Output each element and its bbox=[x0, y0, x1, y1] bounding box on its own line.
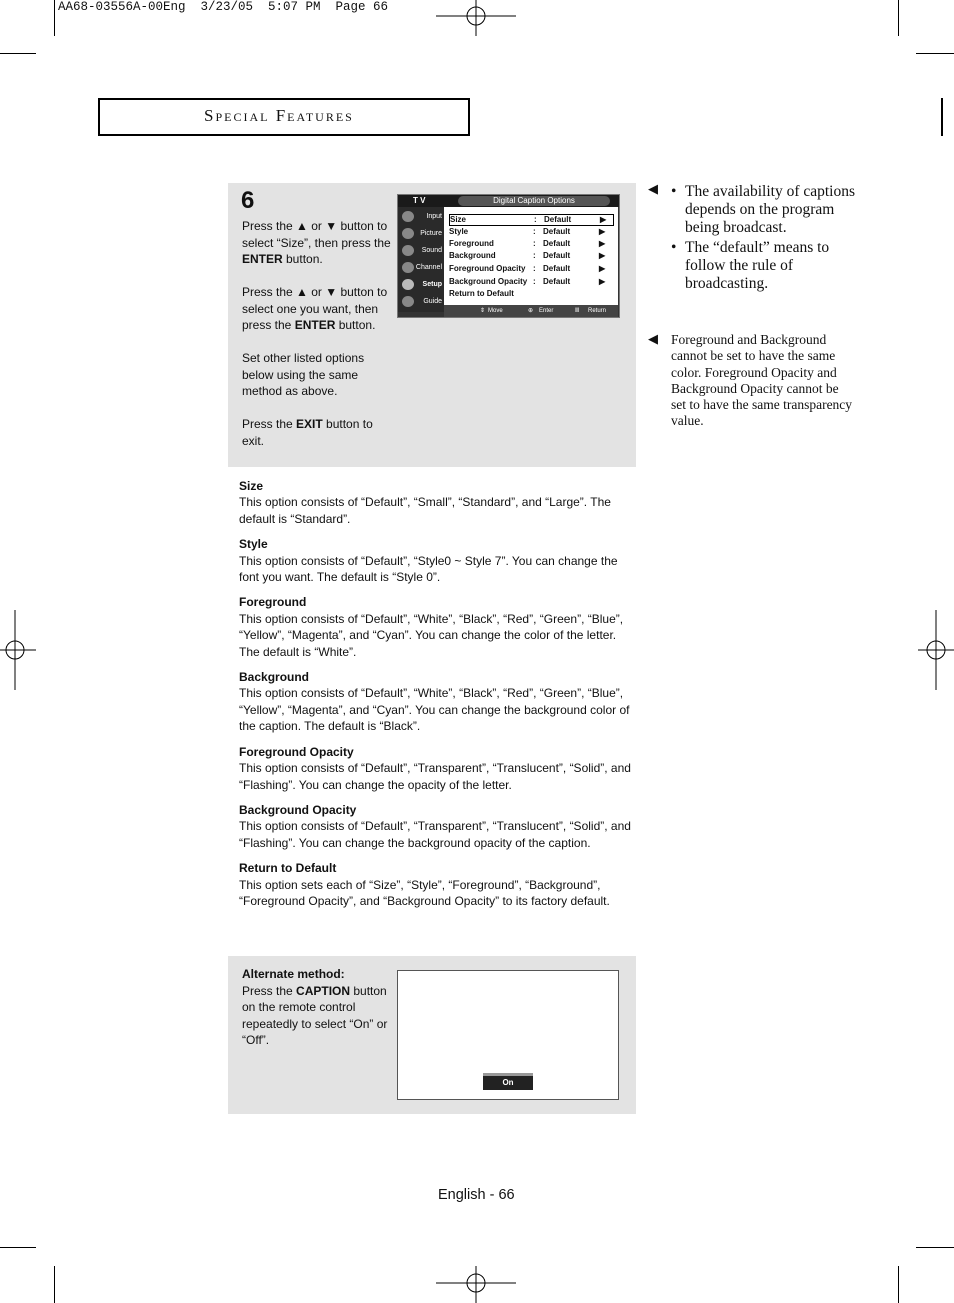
row-value: Default bbox=[543, 227, 571, 236]
row-value: Default bbox=[543, 251, 571, 260]
row-name: Style bbox=[449, 227, 469, 236]
caption-screen bbox=[397, 970, 619, 1100]
menu-row-return-to-default[interactable] bbox=[449, 288, 614, 300]
step-text: Press the ▲ or ▼ button to select “Size”, then press the bbox=[242, 219, 391, 250]
row-sep: : bbox=[533, 239, 536, 248]
sidebar-item-picture[interactable] bbox=[400, 226, 442, 241]
sound-icon bbox=[402, 245, 414, 256]
sidebar-item-label: Channel bbox=[415, 264, 442, 271]
crop-mark bbox=[0, 53, 36, 54]
alternate-heading: Alternate method: bbox=[242, 967, 345, 981]
enter-icon: ⊕ bbox=[528, 308, 534, 314]
move-icon: ⇕ bbox=[480, 308, 486, 314]
sidebar-item-label: Guide bbox=[423, 298, 442, 305]
options-descriptions bbox=[239, 478, 639, 909]
sidebar-item-guide[interactable] bbox=[400, 294, 442, 309]
option-heading: Size bbox=[239, 479, 264, 493]
enter-hint: Enter bbox=[539, 308, 554, 314]
tv-menu-footer bbox=[444, 305, 618, 317]
arrow-right-icon: ▶ bbox=[600, 215, 607, 224]
step-text: Press the bbox=[242, 417, 297, 431]
crop-mark bbox=[0, 1247, 36, 1248]
row-name: Return to Default bbox=[449, 289, 514, 298]
menu-row-style[interactable] bbox=[449, 226, 614, 238]
row-sep: : bbox=[533, 264, 536, 273]
move-hint: Move bbox=[488, 308, 503, 314]
option-heading: Style bbox=[239, 537, 268, 552]
row-sep: : bbox=[533, 277, 536, 286]
step-para-4 bbox=[242, 416, 392, 449]
step-number: 6 bbox=[241, 187, 255, 214]
sidebar-item-input[interactable] bbox=[400, 209, 442, 224]
sidebar-item-setup[interactable] bbox=[400, 277, 442, 292]
crop-mark bbox=[54, 0, 55, 36]
option-text: This option consists of “Default”, “Transparent”, “Translucent”, “Solid”, and “Flashing”. You can change the opacity of the letter. bbox=[239, 761, 631, 792]
row-name: Foreground Opacity bbox=[449, 264, 526, 273]
note-2: Foreground and Background cannot be set to have the same color. Foreground Opacity and Background Opacity cannot be set to have the same transparency value. bbox=[671, 332, 853, 429]
menu-row-background[interactable] bbox=[449, 250, 614, 262]
menu-row-background-opacity[interactable] bbox=[449, 276, 614, 288]
alternate-method bbox=[242, 966, 397, 1049]
section-title: Special Features bbox=[204, 106, 354, 125]
tv-label: T V bbox=[413, 196, 426, 205]
alt-text: Press the bbox=[242, 983, 297, 998]
return-hint: Return bbox=[588, 308, 607, 314]
row-sep: : bbox=[533, 227, 536, 236]
caption-key-label: CAPTION bbox=[296, 983, 351, 998]
tv-menu-options bbox=[444, 207, 618, 305]
registration-mark-left bbox=[0, 610, 36, 690]
guide-icon bbox=[402, 296, 414, 307]
note-bullet-2: The “default” means to follow the rule of broadcasting. bbox=[685, 239, 830, 292]
bullet-icon: • bbox=[671, 239, 677, 256]
page-footer: English - 66 bbox=[438, 1187, 515, 1203]
sidebar-item-label: Setup bbox=[422, 281, 442, 288]
picture-icon bbox=[402, 228, 414, 239]
exit-key-label: EXIT bbox=[296, 417, 323, 431]
option-heading: Background Opacity bbox=[239, 802, 357, 817]
row-value: Default bbox=[543, 239, 571, 248]
arrow-right-icon: ▶ bbox=[599, 264, 606, 273]
row-value: Default bbox=[543, 277, 571, 286]
sidebar-item-label: Sound bbox=[421, 247, 442, 254]
alt-text: button on the remote control repeatedly to select “On” or “Off”. bbox=[242, 983, 388, 1047]
option-text: This option sets each of “Size”, “Style”, “Foreground”, “Background”, “Foreground Opacity”, and “Background Opacity” to its factory default. bbox=[239, 877, 610, 908]
step-text: Press the ▲ or ▼ button to select one you want, then press the bbox=[242, 285, 388, 332]
note-pointer-icon: ◀ bbox=[648, 331, 658, 346]
registration-mark-top bbox=[436, 0, 516, 36]
step-text: button to exit. bbox=[242, 417, 373, 448]
arrow-right-icon: ▶ bbox=[599, 227, 606, 236]
return-icon: Ⅲ bbox=[575, 308, 580, 314]
side-mark bbox=[941, 98, 943, 136]
step-text: button. bbox=[282, 252, 323, 266]
crop-mark bbox=[54, 1266, 55, 1303]
note-bullet-1: The availability of captions depends on the program being broadcast. bbox=[685, 183, 856, 236]
sidebar-item-channel[interactable] bbox=[400, 260, 442, 275]
step-instructions bbox=[242, 218, 392, 466]
option-heading: Foreground bbox=[239, 595, 307, 610]
crop-mark bbox=[898, 0, 899, 36]
menu-row-foreground-opacity[interactable] bbox=[449, 263, 614, 275]
row-sep: : bbox=[533, 251, 536, 260]
note-pointer-icon: ◀ bbox=[648, 181, 658, 196]
step-para-3: Set other listed options below using the same method as above. bbox=[242, 351, 365, 398]
alternate-text bbox=[242, 983, 397, 1049]
option-text: This option consists of “Default”, “White”, “Black”, “Red”, “Green”, “Blue”, “Yellow”, “Magenta”, and “Cyan”. You can change the color of the letter. The default is “White”. bbox=[239, 611, 624, 659]
option-text: This option consists of “Default”, “Transparent”, “Translucent”, “Solid”, and “Flashing”. You can change the background opacity of the caption. bbox=[239, 819, 631, 850]
registration-mark-right bbox=[918, 610, 954, 690]
tv-menu-titlebar bbox=[398, 195, 619, 207]
menu-row-foreground[interactable] bbox=[449, 238, 614, 250]
crop-mark bbox=[898, 1266, 899, 1303]
setup-icon bbox=[402, 279, 414, 290]
option-text: This option consists of “Default”, “White”, “Black”, “Red”, “Green”, “Blue”, “Yellow”, “Magenta”, and “Cyan”. You can change the background color of the caption. The default is “Black”. bbox=[239, 686, 630, 734]
row-name: Foreground bbox=[449, 239, 494, 248]
arrow-right-icon: ▶ bbox=[599, 277, 606, 286]
option-heading: Foreground Opacity bbox=[239, 744, 354, 759]
sidebar-item-label: Input bbox=[426, 213, 442, 220]
step-para-2 bbox=[242, 284, 392, 334]
row-sep: : bbox=[534, 215, 537, 224]
option-heading: Return to Default bbox=[239, 861, 337, 876]
row-value: Default bbox=[544, 215, 572, 224]
channel-icon bbox=[402, 262, 414, 273]
row-value: Default bbox=[543, 264, 571, 273]
crop-mark bbox=[916, 53, 954, 54]
sidebar-item-label: Picture bbox=[420, 230, 442, 237]
registration-mark-bottom bbox=[436, 1266, 516, 1303]
enter-key-label: ENTER bbox=[242, 252, 283, 266]
option-heading: Background bbox=[239, 670, 310, 685]
tv-menu-screenshot bbox=[397, 194, 620, 318]
menu-row-size[interactable] bbox=[449, 214, 614, 226]
tv-menu-title: Digital Caption Options bbox=[458, 196, 610, 206]
bullet-icon: • bbox=[671, 183, 677, 200]
row-name: Background Opacity bbox=[449, 277, 528, 286]
step-text: button. bbox=[335, 318, 376, 332]
tv-menu-sidebar bbox=[398, 207, 444, 312]
print-header: AA68-03556A-00Eng 3/23/05 5:07 PM Page 66 bbox=[58, 0, 389, 14]
sidebar-item-sound[interactable] bbox=[400, 243, 442, 258]
option-text: This option consists of “Default”, “Style0 ~ Style 7”. You can change the font you want. The default is “Style 0”. bbox=[239, 553, 618, 585]
arrow-right-icon: ▶ bbox=[599, 251, 606, 260]
option-text: This option consists of “Default”, “Small”, “Standard”, and “Large”. The default is “Standard”. bbox=[239, 495, 611, 526]
input-icon bbox=[402, 211, 414, 222]
step-para-1 bbox=[242, 218, 392, 268]
row-name: Size bbox=[450, 215, 467, 224]
crop-mark bbox=[916, 1247, 954, 1248]
row-name: Background bbox=[449, 251, 496, 260]
enter-key-label: ENTER bbox=[294, 318, 336, 332]
arrow-right-icon: ▶ bbox=[599, 239, 606, 248]
caption-on-button[interactable]: On bbox=[483, 1073, 533, 1090]
